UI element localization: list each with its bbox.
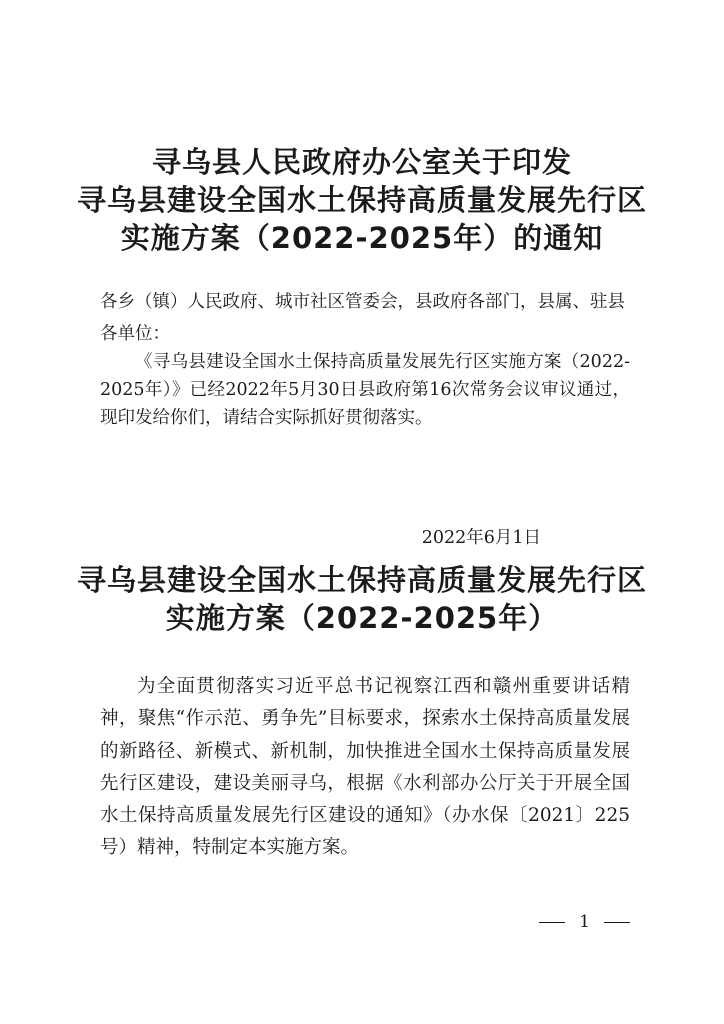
dash-left: [539, 922, 565, 923]
plan-title-line-2: 实施方案（2022-2025年）: [165, 601, 559, 635]
plan-title-line-1: 寻乌县建设全国水土保持高质量发展先行区: [76, 563, 647, 597]
notice-title-line-2: 寻乌县建设全国水土保持高质量发展先行区: [76, 183, 647, 217]
salutation: 各乡（镇）人民政府、城市社区管委会，县政府各部门，县属、驻县各单位：: [100, 292, 625, 344]
plan-paragraph: 为全面贯彻落实习近平总书记视察江西和赣州重要讲话精神，聚焦“作示范、勇争先”目标要求，探索水土保持高质量发展的新路径、新模式、新机制，加快推进全国水土保持高质量发展先行区建设，建设美丽寻乌，根据《水利部办公厅关于开展全国水土保持高质量发展先行区建设的通知》（办水保〔2021〕225号）精神，特制定本实施方案。: [100, 676, 630, 859]
page-number: 1: [579, 912, 590, 932]
notice-title-line-1: 寻乌县人民政府办公室关于印发: [151, 145, 572, 179]
dash-right: [604, 922, 630, 923]
page-number-footer: [539, 912, 630, 932]
issue-date: 2022年6月1日: [421, 528, 541, 548]
notice-title-line-3: 实施方案（2022-2025年）的通知: [120, 221, 604, 255]
intro-paragraph: 《寻乌县建设全国水土保持高质量发展先行区实施方案（2022-2025年）》已经2022年5月30日县政府第16次常务会议审议通过，现印发给你们，请结合实际抓好贯彻落实。: [100, 352, 630, 428]
